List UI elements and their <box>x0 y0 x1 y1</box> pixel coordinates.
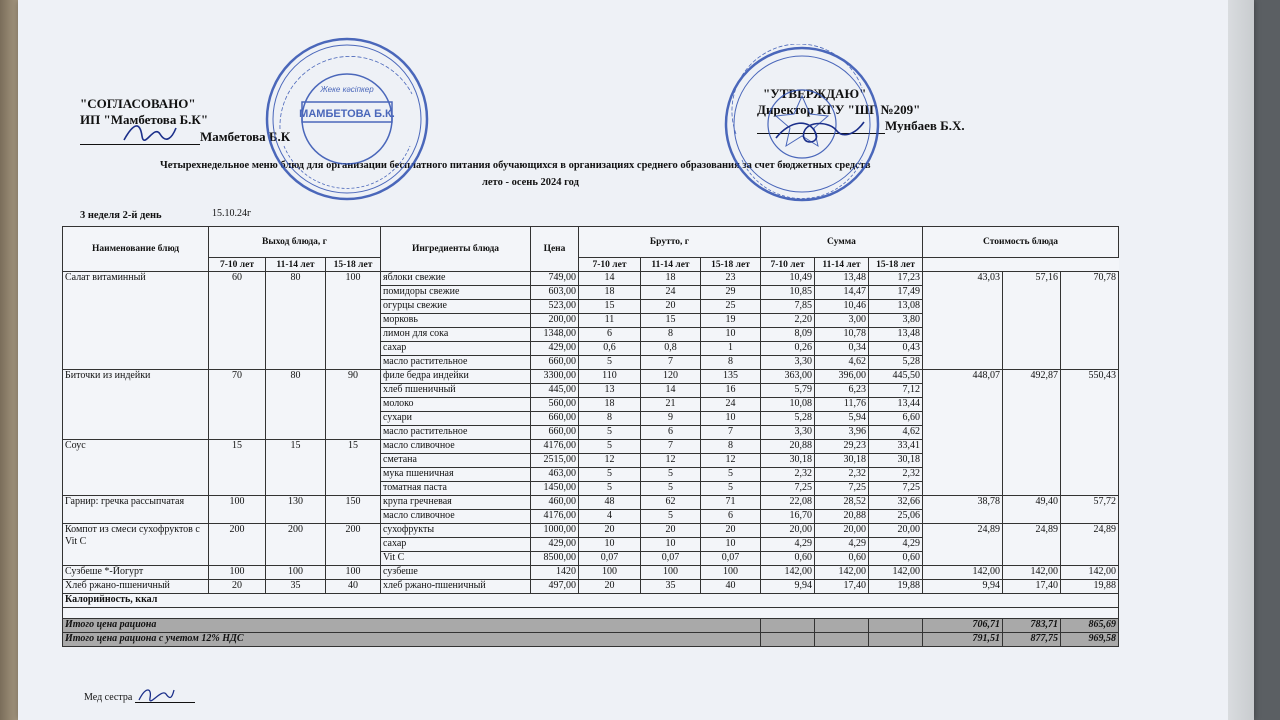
ingredient-cell: морковь <box>381 314 531 328</box>
cost-cell: 24,89 <box>1003 524 1061 566</box>
brutto-cell: 5 <box>579 440 641 454</box>
ingredient-cell: сметана <box>381 454 531 468</box>
brutto-cell: 18 <box>579 398 641 412</box>
brutto-cell: 35 <box>641 580 701 594</box>
cost-cell: 9,94 <box>923 580 1003 594</box>
sum-cell: 9,94 <box>761 580 815 594</box>
brutto-cell: 5 <box>641 468 701 482</box>
sum-cell: 20,00 <box>869 524 923 538</box>
ingredient-cell: филе бедра индейки <box>381 370 531 384</box>
brutto-cell: 20 <box>579 524 641 538</box>
brutto-cell: 8 <box>701 440 761 454</box>
brutto-cell: 6 <box>641 426 701 440</box>
cost-cell: 49,40 <box>1003 496 1061 524</box>
cost-cell: 142,00 <box>1061 566 1119 580</box>
week-day: 3 неделя 2-й день <box>80 210 162 221</box>
price-cell: 497,00 <box>531 580 579 594</box>
price-cell: 660,00 <box>531 426 579 440</box>
price-cell: 4176,00 <box>531 510 579 524</box>
table-row <box>63 496 1119 510</box>
table-row <box>63 566 1119 580</box>
col-ingredients: Ингредиенты блюда <box>381 227 531 272</box>
brutto-cell: 25 <box>701 300 761 314</box>
sum-cell: 30,18 <box>815 454 869 468</box>
sum-cell: 33,41 <box>869 440 923 454</box>
brutto-cell: 100 <box>701 566 761 580</box>
cost-cell: 24,89 <box>1061 524 1119 566</box>
table-row <box>63 580 1119 594</box>
brutto-cell: 14 <box>579 272 641 286</box>
total-vat-row <box>63 633 1119 647</box>
sum-cell: 0,26 <box>761 342 815 356</box>
brutto-cell: 5 <box>579 482 641 496</box>
menu-table <box>62 226 1119 647</box>
ingredient-cell: хлеб пшеничный <box>381 384 531 398</box>
sum-cell: 142,00 <box>815 566 869 580</box>
brutto-cell: 0,07 <box>579 552 641 566</box>
sum-cell: 10,78 <box>815 328 869 342</box>
sum-cell: 3,00 <box>815 314 869 328</box>
price-cell: 463,00 <box>531 468 579 482</box>
ingredient-cell: томатная паста <box>381 482 531 496</box>
sum-cell: 445,50 <box>869 370 923 384</box>
price-cell: 1450,00 <box>531 482 579 496</box>
price-cell: 1420 <box>531 566 579 580</box>
nurse-label: Мед сестра <box>84 692 133 703</box>
brutto-cell: 135 <box>701 370 761 384</box>
total-value: 865,69 <box>1061 619 1119 633</box>
total-label: Итого цена рациона с учетом 12% НДС <box>63 633 761 647</box>
total-empty <box>761 633 815 647</box>
age-header: 7-10 лет <box>579 258 641 272</box>
sum-cell: 0,60 <box>815 552 869 566</box>
yield-cell: 100 <box>326 272 381 370</box>
price-cell: 3300,00 <box>531 370 579 384</box>
sum-cell: 363,00 <box>761 370 815 384</box>
spacer-cell <box>63 608 1119 619</box>
sum-cell: 8,09 <box>761 328 815 342</box>
cost-cell: 142,00 <box>1003 566 1061 580</box>
price-cell: 660,00 <box>531 356 579 370</box>
sum-cell: 19,88 <box>869 580 923 594</box>
sum-cell: 4,29 <box>815 538 869 552</box>
sum-cell: 3,30 <box>761 426 815 440</box>
cost-cell: 17,40 <box>1003 580 1061 594</box>
brutto-cell: 0,07 <box>641 552 701 566</box>
col-brutto: Брутто, г <box>579 227 761 258</box>
ingredient-cell: сахар <box>381 538 531 552</box>
sum-cell: 10,46 <box>815 300 869 314</box>
price-cell: 523,00 <box>531 300 579 314</box>
yield-cell: 80 <box>266 272 326 370</box>
cost-cell: 19,88 <box>1061 580 1119 594</box>
approved-name: Мунбаев Б.Х. <box>885 118 965 133</box>
brutto-cell: 7 <box>641 440 701 454</box>
brutto-cell: 6 <box>701 510 761 524</box>
brutto-cell: 62 <box>641 496 701 510</box>
ingredient-cell: помидоры свежие <box>381 286 531 300</box>
brutto-cell: 10 <box>701 538 761 552</box>
ingredient-cell: яблоки свежие <box>381 272 531 286</box>
price-cell: 445,00 <box>531 384 579 398</box>
brutto-cell: 20 <box>701 524 761 538</box>
agreed-signature-line <box>80 129 290 145</box>
price-cell: 749,00 <box>531 272 579 286</box>
price-cell: 4176,00 <box>531 440 579 454</box>
sum-cell: 0,60 <box>869 552 923 566</box>
sum-cell: 13,48 <box>815 272 869 286</box>
brutto-cell: 5 <box>701 468 761 482</box>
cost-cell: 57,72 <box>1061 496 1119 524</box>
brutto-cell: 18 <box>579 286 641 300</box>
brutto-cell: 13 <box>579 384 641 398</box>
price-cell: 2515,00 <box>531 454 579 468</box>
yield-cell: 15 <box>326 440 381 496</box>
yield-cell: 100 <box>209 566 266 580</box>
sum-cell: 13,48 <box>869 328 923 342</box>
sum-cell: 17,40 <box>815 580 869 594</box>
seal-stamp-left <box>262 34 432 204</box>
col-yield: Выход блюда, г <box>209 227 381 258</box>
sum-cell: 30,18 <box>761 454 815 468</box>
table-row <box>63 524 1119 538</box>
sum-cell: 11,76 <box>815 398 869 412</box>
total-value: 783,71 <box>1003 619 1061 633</box>
total-empty <box>815 633 869 647</box>
yield-cell: 130 <box>266 496 326 524</box>
ingredient-cell: крупа гречневая <box>381 496 531 510</box>
ingredient-cell: масло растительное <box>381 356 531 370</box>
brutto-cell: 9 <box>641 412 701 426</box>
cost-cell: 38,78 <box>923 496 1003 524</box>
brutto-cell: 10 <box>579 538 641 552</box>
col-cost: Стоимость блюда <box>923 227 1119 258</box>
sum-cell: 20,88 <box>761 440 815 454</box>
sum-cell: 16,70 <box>761 510 815 524</box>
price-cell: 460,00 <box>531 496 579 510</box>
cost-cell: 70,78 <box>1061 272 1119 370</box>
dish-name: Салат витаминный <box>63 272 209 370</box>
ingredient-cell: сахар <box>381 342 531 356</box>
price-cell: 1000,00 <box>531 524 579 538</box>
sum-cell: 4,62 <box>869 426 923 440</box>
brutto-cell: 71 <box>701 496 761 510</box>
sum-cell: 22,08 <box>761 496 815 510</box>
brutto-cell: 18 <box>641 272 701 286</box>
brutto-cell: 5 <box>579 356 641 370</box>
yield-cell: 90 <box>326 370 381 440</box>
col-sum: Сумма <box>761 227 923 258</box>
brutto-cell: 5 <box>579 426 641 440</box>
brutto-cell: 100 <box>641 566 701 580</box>
yield-cell: 40 <box>326 580 381 594</box>
brutto-cell: 5 <box>641 510 701 524</box>
ingredient-cell: огурцы свежие <box>381 300 531 314</box>
yield-cell: 200 <box>209 524 266 566</box>
brutto-cell: 100 <box>579 566 641 580</box>
brutto-cell: 12 <box>701 454 761 468</box>
sum-cell: 13,44 <box>869 398 923 412</box>
age-header: 7-10 лет <box>209 258 266 272</box>
sum-cell: 29,23 <box>815 440 869 454</box>
sum-cell: 2,32 <box>815 468 869 482</box>
sum-cell: 2,20 <box>761 314 815 328</box>
sum-cell: 0,34 <box>815 342 869 356</box>
sum-cell: 142,00 <box>761 566 815 580</box>
ingredient-cell: сухари <box>381 412 531 426</box>
brutto-cell: 5 <box>641 482 701 496</box>
yield-cell: 200 <box>326 524 381 566</box>
ingredient-cell: сухофрукты <box>381 524 531 538</box>
yield-cell: 70 <box>209 370 266 440</box>
age-header: 15-18 лет <box>869 258 923 272</box>
sum-cell: 17,49 <box>869 286 923 300</box>
sum-cell: 0,43 <box>869 342 923 356</box>
brutto-cell: 10 <box>701 328 761 342</box>
sum-cell: 5,94 <box>815 412 869 426</box>
col-price: Цена <box>531 227 579 272</box>
signature-right <box>770 110 870 150</box>
brutto-cell: 1 <box>701 342 761 356</box>
menu-date: 15.10.24г <box>212 208 252 219</box>
sum-cell: 2,32 <box>761 468 815 482</box>
brutto-cell: 48 <box>579 496 641 510</box>
approved-org: Директор КГУ "ШГ №209" <box>757 102 921 117</box>
agreed-org: ИП "Мамбетова Б.К" <box>80 112 209 127</box>
price-cell: 200,00 <box>531 314 579 328</box>
ingredient-cell: сузбеше <box>381 566 531 580</box>
price-cell: 8500,00 <box>531 552 579 566</box>
brutto-cell: 0,6 <box>579 342 641 356</box>
brutto-cell: 20 <box>579 580 641 594</box>
dish-name: Соус <box>63 440 209 496</box>
sum-cell: 4,62 <box>815 356 869 370</box>
sum-cell: 7,85 <box>761 300 815 314</box>
sum-cell: 4,29 <box>761 538 815 552</box>
brutto-cell: 14 <box>641 384 701 398</box>
sum-cell: 25,06 <box>869 510 923 524</box>
cost-cell: 550,43 <box>1061 370 1119 496</box>
ingredient-cell: молоко <box>381 398 531 412</box>
desk-edge <box>0 0 18 720</box>
yield-cell: 35 <box>266 580 326 594</box>
brutto-cell: 8 <box>641 328 701 342</box>
brutto-cell: 110 <box>579 370 641 384</box>
yield-cell: 60 <box>209 272 266 370</box>
ingredient-cell: Vit C <box>381 552 531 566</box>
dish-name: Хлеб ржано-пшеничный <box>63 580 209 594</box>
total-value: 969,58 <box>1061 633 1119 647</box>
calories-row <box>63 594 1119 608</box>
brutto-cell: 10 <box>701 412 761 426</box>
sum-cell: 2,32 <box>869 468 923 482</box>
approved-title: "УТВЕРЖДАЮ" <box>763 86 867 101</box>
sum-cell: 7,25 <box>815 482 869 496</box>
brutto-cell: 40 <box>701 580 761 594</box>
sum-cell: 7,25 <box>869 482 923 496</box>
total-label: Итого цена рациона <box>63 619 761 633</box>
price-cell: 1348,00 <box>531 328 579 342</box>
sum-cell: 5,79 <box>761 384 815 398</box>
yield-cell: 200 <box>266 524 326 566</box>
col-dish: Наименование блюд <box>63 227 209 272</box>
dish-name: Гарнир: гречка рассыпчатая <box>63 496 209 524</box>
svg-text:МАМБЕТОВА Б.К.: МАМБЕТОВА Б.К. <box>299 108 395 120</box>
cost-cell: 43,03 <box>923 272 1003 370</box>
dish-name: Сузбеше *-Йогурт <box>63 566 209 580</box>
sum-cell: 0,60 <box>761 552 815 566</box>
brutto-cell: 24 <box>701 398 761 412</box>
table-row <box>63 370 1119 384</box>
price-cell: 603,00 <box>531 286 579 300</box>
yield-cell: 150 <box>326 496 381 524</box>
sum-cell: 6,60 <box>869 412 923 426</box>
brutto-cell: 0,07 <box>701 552 761 566</box>
total-empty <box>869 619 923 633</box>
sum-cell: 142,00 <box>869 566 923 580</box>
price-cell: 660,00 <box>531 412 579 426</box>
brutto-cell: 8 <box>579 412 641 426</box>
price-cell: 429,00 <box>531 538 579 552</box>
total-row <box>63 619 1119 633</box>
brutto-cell: 8 <box>701 356 761 370</box>
brutto-cell: 120 <box>641 370 701 384</box>
sum-cell: 10,08 <box>761 398 815 412</box>
sum-cell: 7,25 <box>761 482 815 496</box>
yield-cell: 80 <box>266 370 326 440</box>
brutto-cell: 24 <box>641 286 701 300</box>
cost-cell: 24,89 <box>923 524 1003 566</box>
spacer-row <box>63 608 1119 619</box>
sum-cell: 10,49 <box>761 272 815 286</box>
agreed-title: "СОГЛАСОВАНО" <box>80 96 196 111</box>
season: лето - осень 2024 год <box>482 177 579 188</box>
total-empty <box>761 619 815 633</box>
sum-cell: 10,85 <box>761 286 815 300</box>
sum-cell: 7,12 <box>869 384 923 398</box>
yield-cell: 100 <box>326 566 381 580</box>
brutto-cell: 5 <box>701 482 761 496</box>
cost-cell: 57,16 <box>1003 272 1061 370</box>
brutto-cell: 20 <box>641 524 701 538</box>
sum-cell: 5,28 <box>761 412 815 426</box>
sum-cell: 4,29 <box>869 538 923 552</box>
brutto-cell: 7 <box>641 356 701 370</box>
ingredient-cell: мука пшеничная <box>381 468 531 482</box>
cost-cell: 142,00 <box>923 566 1003 580</box>
age-header: 11-14 лет <box>641 258 701 272</box>
yield-cell: 15 <box>209 440 266 496</box>
menu-body <box>63 272 1119 647</box>
yield-cell: 15 <box>266 440 326 496</box>
brutto-cell: 23 <box>701 272 761 286</box>
brutto-cell: 11 <box>579 314 641 328</box>
brutto-cell: 12 <box>641 454 701 468</box>
brutto-cell: 20 <box>641 300 701 314</box>
sum-cell: 3,96 <box>815 426 869 440</box>
brutto-cell: 4 <box>579 510 641 524</box>
brutto-cell: 21 <box>641 398 701 412</box>
paper-edge <box>1228 0 1254 720</box>
brutto-cell: 12 <box>579 454 641 468</box>
brutto-cell: 7 <box>701 426 761 440</box>
agreed-name: Мамбетова Б.К <box>200 129 291 144</box>
sum-cell: 17,23 <box>869 272 923 286</box>
brutto-cell: 6 <box>579 328 641 342</box>
sum-cell: 20,88 <box>815 510 869 524</box>
dish-name: Компот из смеси сухофруктов с Vit C <box>63 524 209 566</box>
brutto-cell: 5 <box>579 468 641 482</box>
sum-cell: 28,52 <box>815 496 869 510</box>
sum-cell: 6,23 <box>815 384 869 398</box>
total-value: 877,75 <box>1003 633 1061 647</box>
sum-cell: 14,47 <box>815 286 869 300</box>
total-empty <box>815 619 869 633</box>
price-cell: 429,00 <box>531 342 579 356</box>
sum-cell: 20,00 <box>761 524 815 538</box>
total-empty <box>869 633 923 647</box>
yield-cell: 100 <box>209 496 266 524</box>
dish-name: Биточки из индейки <box>63 370 209 440</box>
yield-cell: 100 <box>266 566 326 580</box>
total-value: 791,51 <box>923 633 1003 647</box>
sum-cell: 396,00 <box>815 370 869 384</box>
brutto-cell: 15 <box>641 314 701 328</box>
sum-cell: 13,08 <box>869 300 923 314</box>
sum-cell: 5,28 <box>869 356 923 370</box>
total-value: 706,71 <box>923 619 1003 633</box>
sum-cell: 30,18 <box>869 454 923 468</box>
price-cell: 560,00 <box>531 398 579 412</box>
age-header: 11-14 лет <box>815 258 869 272</box>
svg-text:Жеке кәсіпкер: Жеке кәсіпкер <box>320 85 374 94</box>
brutto-cell: 19 <box>701 314 761 328</box>
ingredient-cell: масло растительное <box>381 426 531 440</box>
brutto-cell: 16 <box>701 384 761 398</box>
signature-left <box>120 118 180 148</box>
brutto-cell: 29 <box>701 286 761 300</box>
ingredient-cell: масло сливочное <box>381 440 531 454</box>
ingredient-cell: хлеб ржано-пшеничный <box>381 580 531 594</box>
sum-cell: 3,30 <box>761 356 815 370</box>
table-row <box>63 272 1119 286</box>
brutto-cell: 0,8 <box>641 342 701 356</box>
sum-cell: 20,00 <box>815 524 869 538</box>
signature-nurse <box>136 684 176 706</box>
cost-cell: 492,87 <box>1003 370 1061 496</box>
age-header: 7-10 лет <box>761 258 815 272</box>
sum-cell: 32,66 <box>869 496 923 510</box>
yield-cell: 20 <box>209 580 266 594</box>
cost-cell: 448,07 <box>923 370 1003 496</box>
brutto-cell: 15 <box>579 300 641 314</box>
ingredient-cell: лимон для сока <box>381 328 531 342</box>
brutto-cell: 10 <box>641 538 701 552</box>
age-header: 15-18 лет <box>326 258 381 272</box>
sum-cell: 3,80 <box>869 314 923 328</box>
calories-label: Калорийность, ккал <box>63 594 1119 608</box>
age-header: 15-18 лет <box>701 258 761 272</box>
ingredient-cell: масло сливочное <box>381 510 531 524</box>
age-header: 11-14 лет <box>266 258 326 272</box>
menu-title: Четырехнедельное меню блюд для организации бесплатного питания обучающихся в организациях среднего образования за счет бюджетных средств <box>160 160 871 171</box>
